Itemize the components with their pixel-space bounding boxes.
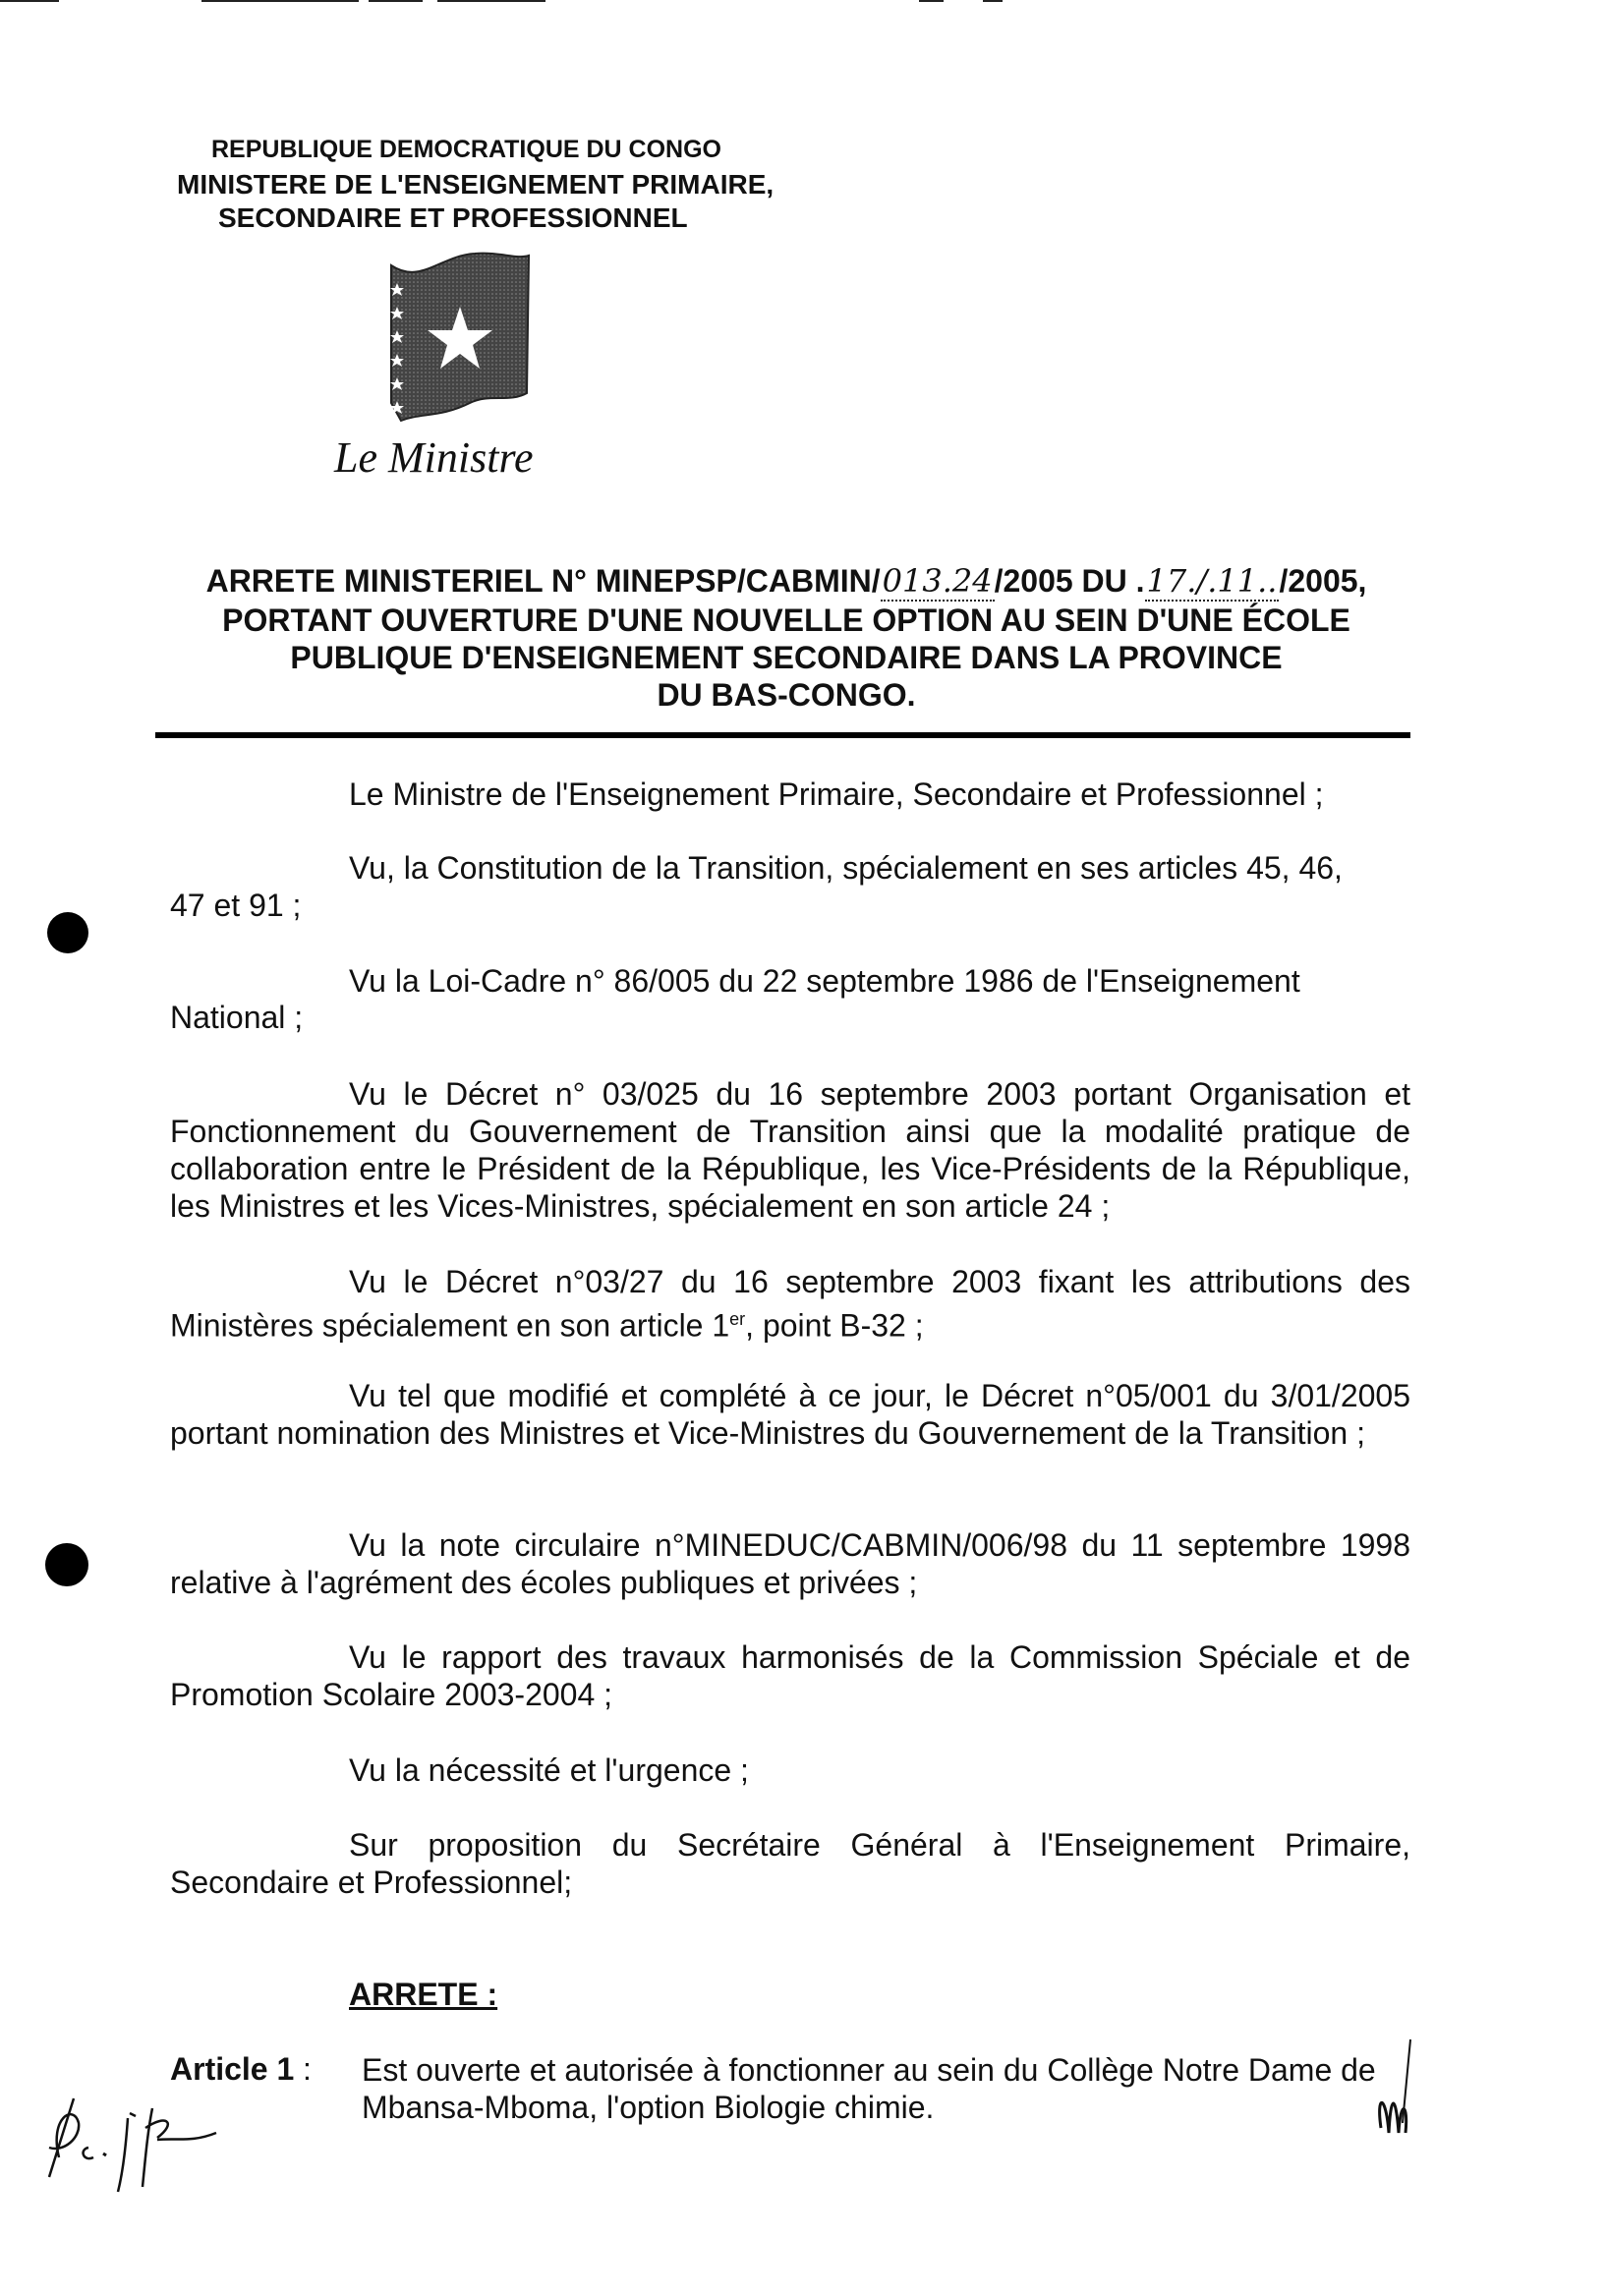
decree-title-prefix: ARRETE MINISTERIEL N° MINEPSP/CABMIN/	[205, 563, 881, 599]
scan-artifact-line	[983, 0, 1003, 2]
article-1-text: Est ouverte et autorisée à fonctionner au sein du Collège Notre Dame de Mbansa-Mboma, l'option Biologie chimie.	[362, 2052, 1376, 2125]
scan-artifact-line	[369, 0, 423, 2]
scan-artifact-line	[919, 0, 944, 2]
decree-title-line1	[147, 562, 1425, 602]
preamble-loi-cadre-cont: National ;	[170, 1000, 304, 1035]
drc-flag-emblem-icon	[381, 246, 539, 428]
decree-number-handwritten: 013.24	[882, 562, 993, 600]
arrete-heading: ARRETE :	[349, 1977, 498, 2012]
republic-heading: REPUBLIQUE DEMOCRATIQUE DU CONGO	[211, 136, 721, 163]
decree-date-handwritten: 17./.11..	[1146, 562, 1278, 600]
preamble-decret-03-025: Vu le Décret n° 03/025 du 16 septembre 2003 portant Organisation et Fonctionnement du Gouvernement de Transition ainsi que la modalité pratique de collaboration entre le Président de la République, les Vice-Présidents de la République, les Ministres et les Vices-Ministres, spécialement en son article 24 ;	[170, 1076, 1410, 1224]
preamble-loi-cadre: Vu la Loi-Cadre n° 86/005 du 22 septembre 1986 de l'Enseignement	[349, 963, 1300, 999]
handwritten-initials-icon	[20, 2079, 246, 2197]
punch-hole-icon	[47, 912, 88, 953]
minister-title: Le Ministre	[334, 433, 534, 482]
ministry-heading-line2: SECONDAIRE ET PROFESSIONNEL	[218, 202, 688, 233]
handwritten-margin-mark-icon	[1361, 2035, 1430, 2152]
preamble-urgence: Vu la nécessité et l'urgence ;	[349, 1752, 749, 1788]
decree-title	[147, 562, 1425, 714]
preamble-decret-03-27: Vu le Décret n°03/27 du 16 septembre 2003 fixant les attributions des Ministères spécialement en son article 1er, point B-32 ;	[170, 1264, 1410, 1344]
punch-hole-icon	[45, 1543, 88, 1586]
decree-title-middle: /2005 DU .	[994, 563, 1145, 599]
scan-artifact-line	[437, 0, 545, 2]
article-1-label: Article 1	[170, 2051, 295, 2087]
decree-title-line3: PUBLIQUE D'ENSEIGNEMENT SECONDAIRE DANS LA PROVINCE	[290, 640, 1283, 675]
preamble-proposition: Sur proposition du Secrétaire Général à l'Enseignement Primaire, Secondaire et Professionnel;	[170, 1827, 1410, 1900]
ministry-heading-line1: MINISTERE DE L'ENSEIGNEMENT PRIMAIRE,	[177, 169, 775, 200]
decree-title-suffix: /2005,	[1279, 563, 1367, 599]
article-1-colon: :	[303, 2051, 312, 2087]
title-divider	[155, 732, 1410, 738]
preamble-decret-05-001: Vu tel que modifié et complété à ce jour, le Décret n°05/001 du 3/01/2005 portant nomination des Ministres et Vice-Ministres du Gouvernement de la Transition ;	[170, 1378, 1410, 1451]
decree-title-line2: PORTANT OUVERTURE D'UNE NOUVELLE OPTION AU SEIN D'UNE ÉCOLE	[222, 603, 1350, 638]
preamble-rapport: Vu le rapport des travaux harmonisés de la Commission Spéciale et de Promotion Scolaire 2003-2004 ;	[170, 1639, 1410, 1712]
preamble-minister: Le Ministre de l'Enseignement Primaire, Secondaire et Professionnel ;	[349, 776, 1324, 812]
preamble-constitution: Vu, la Constitution de la Transition, spécialement en ses articles 45, 46,	[349, 850, 1343, 886]
preamble-constitution-cont: 47 et 91 ;	[170, 888, 302, 923]
decree-title-line4: DU BAS-CONGO.	[657, 677, 916, 713]
scan-artifact-line	[201, 0, 359, 2]
preamble-note-circulaire: Vu la note circulaire n°MINEDUC/CABMIN/006/98 du 11 septembre 1998 relative à l'agrément des écoles publiques et privées ;	[170, 1527, 1410, 1600]
scan-artifact-line	[0, 0, 59, 2]
